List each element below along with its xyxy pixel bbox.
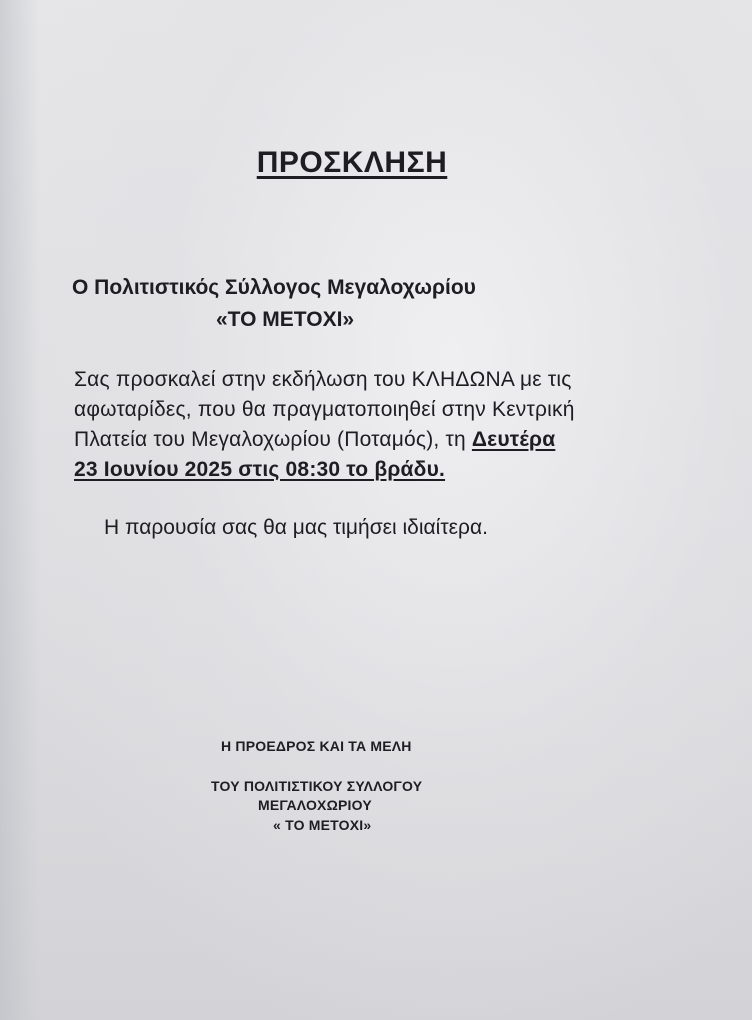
signature-line-3: ΜΕΓΑΛΟΧΩΡΙΟΥ bbox=[258, 797, 372, 813]
organization-line: Ο Πολιτιστικός Σύλλογος Μεγαλοχωρίου bbox=[72, 276, 476, 299]
invitation-title: ΠΡΟΣΚΛΗΣΗ bbox=[256, 146, 448, 179]
body-line-1: Σας προσκαλεί στην εκδήλωση του ΚΛΗΔΩΝΑ με τις bbox=[74, 368, 572, 391]
event-day: Δευτέρα bbox=[471, 428, 556, 451]
signature-line-2: ΤΟΥ ΠΟΛΙΤΙΣΤΙΚΟΥ ΣΥΛΛΟΓΟΥ bbox=[211, 778, 423, 794]
body-line-3 bbox=[74, 428, 555, 452]
event-date-time: 23 Ιουνίου 2025 στις 08:30 το βράδυ. bbox=[74, 458, 446, 481]
signature-line-1: Η ΠΡΟΕΔΡΟΣ ΚΑΙ ΤΑ ΜΕΛΗ bbox=[221, 738, 412, 754]
body-line-2: αφωταρίδες, που θα πραγματοποιηθεί στην Κεντρική bbox=[74, 398, 575, 421]
organization-name: «ΤΟ ΜΕΤΟΧΙ» bbox=[216, 308, 355, 331]
signature-line-4: « ΤΟ ΜΕΤΟΧΙ» bbox=[273, 817, 372, 833]
body-line-3-text: Πλατεία του Μεγαλοχωρίου (Ποταμός), τη bbox=[74, 428, 472, 451]
closing-sentence: Η παρουσία σας θα μας τιμήσει ιδιαίτερα. bbox=[104, 516, 488, 539]
